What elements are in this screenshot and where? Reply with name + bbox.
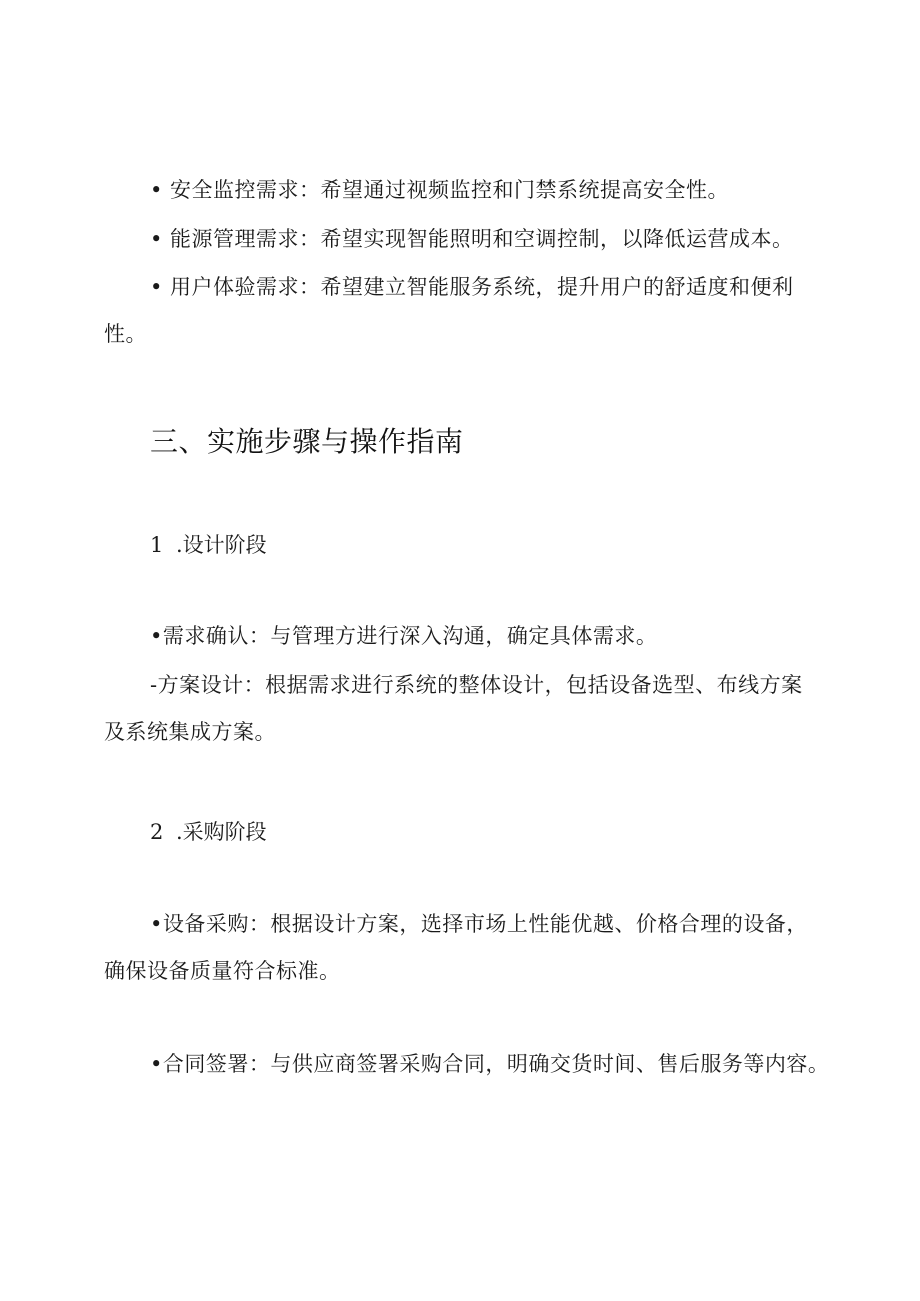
stage1-item-design-continuation: 及系统集成方案。 — [104, 720, 276, 744]
stage1-heading — [150, 531, 267, 559]
stage1-item-design: -方案设计：根据需求进行系统的整体设计，包括设备选型、布线方案 — [150, 673, 803, 697]
list-item-text: 用户体验需求：希望建立智能服务系统，提升用户的舒适度和便利 — [170, 275, 794, 299]
list-item-text: 能源管理需求：希望实现智能照明和空调控制，以降低运营成本。 — [170, 227, 794, 251]
stage1-number: 1 — [150, 533, 164, 557]
bullet-icon: • — [150, 227, 163, 251]
stage2-heading — [150, 818, 267, 846]
list-item-energy-needs — [150, 225, 794, 253]
list-item-text: 安全监控需求：希望通过视频监控和门禁系统提高安全性。 — [170, 178, 729, 202]
list-item-ux-needs-continuation: 性。 — [104, 322, 147, 346]
stage1-title: .设计阶段 — [176, 533, 267, 557]
section-title: 三、实施步骤与操作指南 — [150, 425, 464, 458]
stage2-item-purchase-continuation: 确保设备质量符合标准。 — [104, 959, 341, 983]
bullet-icon: • — [150, 178, 163, 202]
list-item-ux-needs — [150, 273, 794, 301]
bullet-icon: • — [150, 275, 163, 299]
list-item-security-needs — [150, 176, 729, 204]
stage2-title: .采购阶段 — [176, 820, 267, 844]
stage2-item-contract: •合同签署：与供应商签署采购合同，明确交货时间、售后服务等内容。 — [150, 1052, 830, 1076]
stage2-item-purchase: •设备采购：根据设计方案，选择市场上性能优越、价格合理的设备， — [150, 912, 808, 936]
stage2-number: 2 — [150, 820, 164, 844]
stage1-item-requirements: •需求确认：与管理方进行深入沟通，确定具体需求。 — [150, 624, 658, 648]
